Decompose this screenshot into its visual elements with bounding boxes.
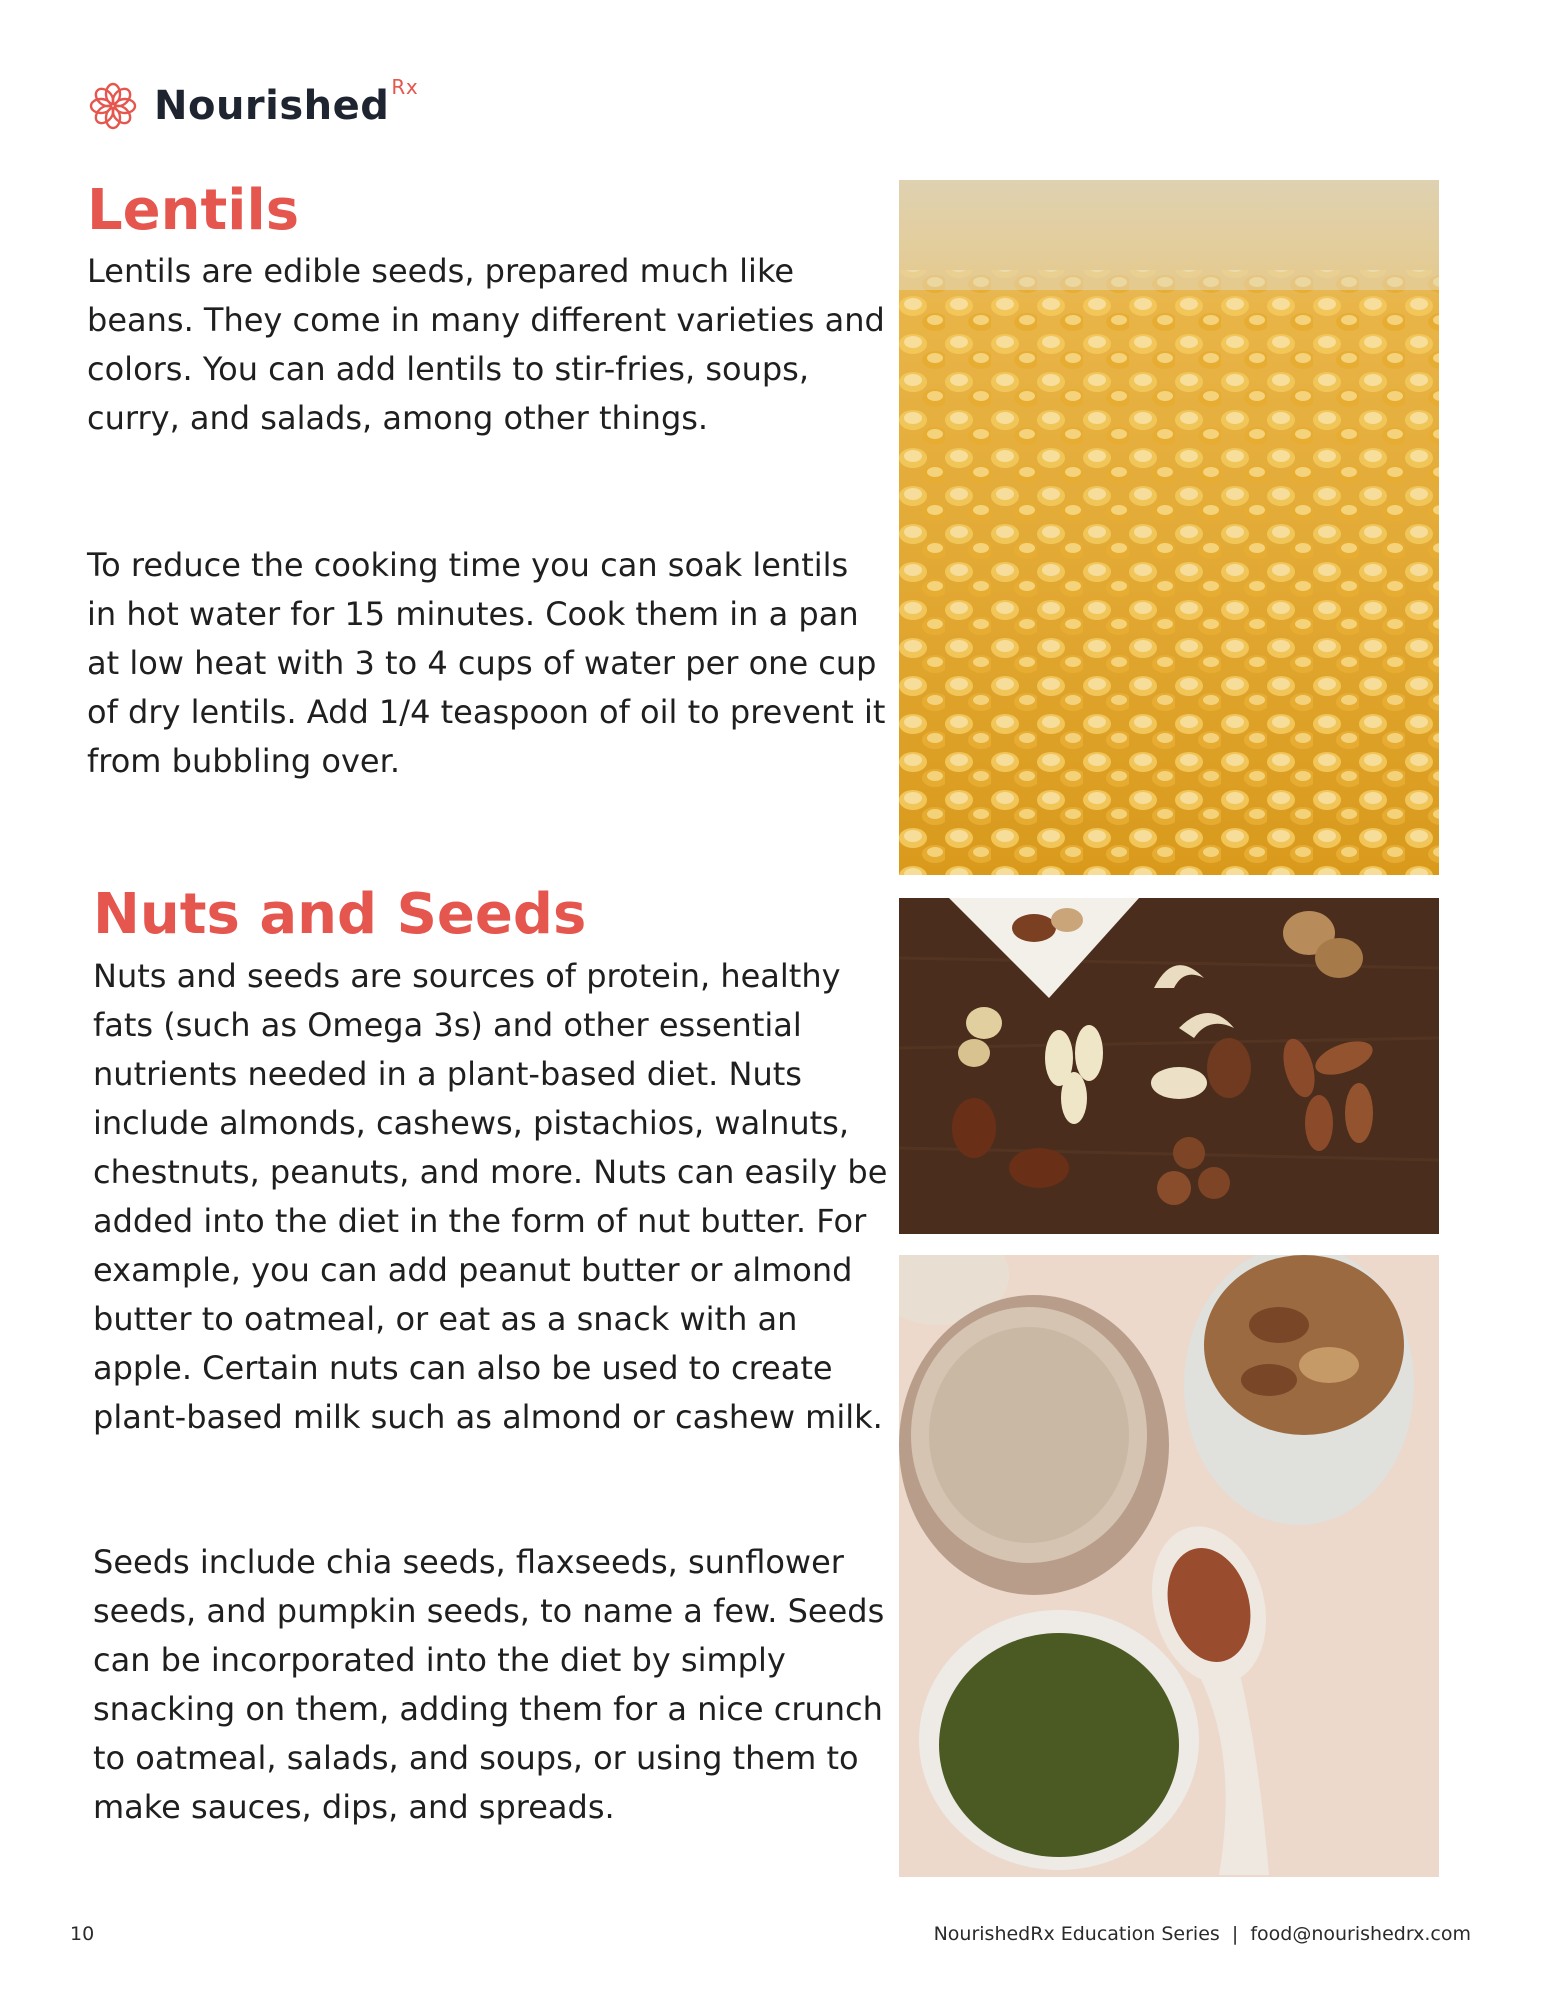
nuts-seeds-heading: Nuts and Seeds	[93, 882, 587, 947]
lentils-heading: Lentils	[87, 178, 300, 243]
page-number: 10	[70, 1923, 95, 1945]
lentils-paragraph-2: To reduce the cooking time you can soak lentils in hot water for 15 minutes. Cook them in a pan at low heat with 3 to 4 cups of water per one cup of dry lentils. Add 1/4 teaspoon of oil to prevent it from bubbling over.	[87, 546, 886, 780]
brand-logo	[86, 75, 419, 134]
nuts-seeds-paragraph-1: Nuts and seeds are sources of protein, healthy fats (such as Omega 3s) and other essential nutrients needed in a plant-based diet. Nuts include almonds, cashews, pistachios, walnuts, chestnuts, peanuts, and more. Nuts can easily be added into the diet in the form of nut butter. For example, you can add peanut butter or almond butter to oatmeal, or eat as a snack with an apple. Certain nuts can also be used to create plant-based milk such as almond or cashew milk.	[93, 957, 888, 1436]
flower-logo-icon	[86, 79, 140, 133]
footer-series: NourishedRx Education Series | food@nourishedrx.com	[933, 1923, 1471, 1945]
nuts-photo	[899, 898, 1439, 1234]
nuts-seeds-paragraph-2: Seeds include chia seeds, flaxseeds, sunflower seeds, and pumpkin seeds, to name a few. Seeds can be incorporated into the diet by simply snacking on them, adding them for a nice crunch to oatmeal, salads, and soups, or using them to make sauces, dips, and spreads.	[93, 1543, 885, 1826]
seeds-photo	[899, 1255, 1439, 1877]
lentils-photo	[899, 180, 1439, 875]
brand-suffix: Rx	[391, 75, 419, 99]
brand-name: Nourished $^{Rx}$	[154, 75, 419, 129]
lentils-paragraph-1: Lentils are edible seeds, prepared much like beans. They come in many different varieties and colors. You can add lentils to stir-fries, soups, curry, and salads, among other things.	[87, 252, 885, 437]
